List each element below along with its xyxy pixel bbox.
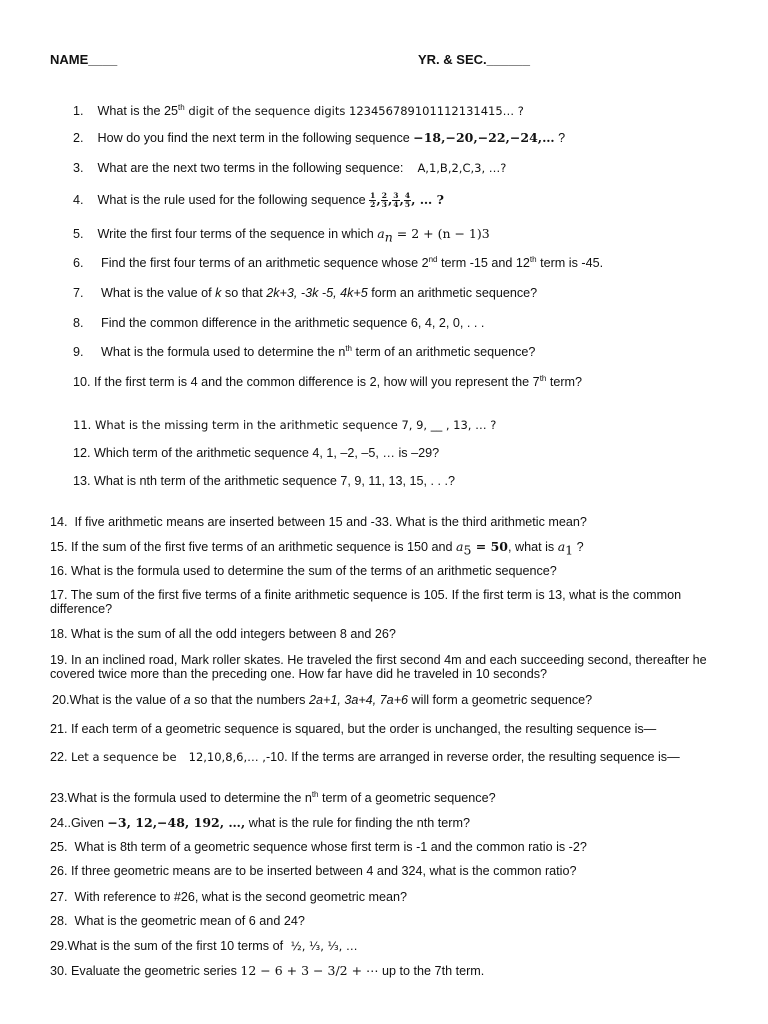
question-number: 23. xyxy=(50,791,68,805)
question-text: up to the 7th term. xyxy=(378,964,485,978)
subscript: n xyxy=(384,229,393,245)
question-5 xyxy=(73,226,490,245)
question-15: 15. If the sum of the first five terms of an arithmetic sequence is 150 and $a_5 = 50$, what is $a_1$ ? xyxy=(50,539,584,558)
fraction: $\frac{4}{5}$ xyxy=(404,191,411,209)
expression: 2a+1, 3a+4, 7a+6 xyxy=(308,693,409,707)
question-text: term -15 and 12 xyxy=(437,256,530,270)
question-text: If five arithmetic means are inserted between 15 and -33. What is the third arithmetic mean? xyxy=(74,515,587,529)
question-text: If the first term is 4 and the common difference is 2, how will you represent the 7 xyxy=(94,375,540,389)
question-text: form an arithmetic sequence? xyxy=(367,286,538,300)
question-number: 11. xyxy=(73,418,92,432)
question-text: What is the value of xyxy=(69,693,184,707)
question-text: Find the common difference in the arithmetic sequence 6, 4, 2, 0, . . . xyxy=(101,316,485,330)
question-11 xyxy=(73,418,496,432)
superscript: nd xyxy=(428,254,438,264)
question-text: The sum of the first five terms of a finite arithmetic sequence is 105. If the first term is 13, what is the common difference? xyxy=(50,588,682,616)
year-section-field-label: YR. & SEC.______ xyxy=(418,52,531,67)
fraction: $\frac{1}{2}$ xyxy=(370,191,376,209)
question-number: 4. xyxy=(73,192,84,207)
variable-k: k xyxy=(215,286,222,300)
question-number: 25. xyxy=(50,840,68,854)
question-text: , … ? xyxy=(411,191,444,207)
question-number: 3. xyxy=(73,161,84,175)
question-text: -10. If the terms are arranged in reverse order, the resulting sequence is— xyxy=(265,750,680,764)
question-27 xyxy=(50,890,407,904)
question-text: ? xyxy=(573,540,584,554)
question-text: If the sum of the first five terms of an arithmetic sequence is 150 and xyxy=(71,540,457,554)
question-text: What is the missing term in the arithmetic sequence 7, 9, __ , 13, … ? xyxy=(94,418,497,432)
question-text: What is the 25 xyxy=(97,104,179,118)
question-text: so that the numbers xyxy=(190,693,309,707)
question-number: 5. xyxy=(73,227,84,241)
expression: 2k+3, -3k -5, 4k+5 xyxy=(266,286,368,300)
question-text: What are the next two terms in the following sequence: xyxy=(97,161,404,175)
question-number: 19. xyxy=(50,653,68,667)
question-text: What is the formula used to determine the sum of the terms of an arithmetic sequence? xyxy=(71,564,557,578)
math-variable: a xyxy=(377,226,385,241)
question-30 xyxy=(50,964,484,978)
question-number: 17. xyxy=(50,588,68,602)
name-field-label: NAME____ xyxy=(50,52,118,67)
question-text: If each term of a geometric sequence is squared, but the order is unchanged, the resulting sequence is— xyxy=(71,722,657,736)
question-text: What is the sum of all the odd integers between 8 and 26? xyxy=(71,627,396,641)
question-24 xyxy=(50,816,470,830)
question-21 xyxy=(50,722,656,736)
question-26 xyxy=(50,864,576,878)
question-text: Find the first four terms of an arithmetic sequence whose 2 xyxy=(101,256,429,270)
question-text: Given xyxy=(71,816,108,830)
question-text: What is the geometric mean of 6 and 24? xyxy=(74,914,305,928)
math-expression: = 50 xyxy=(471,539,508,554)
superscript: th xyxy=(345,343,352,353)
question-number: 14. xyxy=(50,515,68,529)
superscript: th xyxy=(529,254,537,264)
question-number: 29. xyxy=(50,939,68,953)
math-series: 12 − 6 + 3 − 3/2 + ⋯ xyxy=(240,963,379,978)
question-number: 1. xyxy=(73,104,84,118)
question-number: 12. xyxy=(73,446,91,460)
question-text: What is the value of xyxy=(101,286,216,300)
question-29 xyxy=(50,939,357,953)
question-number: 21. xyxy=(50,722,68,736)
question-6 xyxy=(73,256,603,270)
question-text: so that xyxy=(221,286,267,300)
question-text: With reference to #26, what is the second geometric mean? xyxy=(74,890,408,904)
sequence: 12,10,8,6,… , xyxy=(188,750,266,764)
question-text: What is 8th term of a geometric sequence whose first term is -1 and the common ratio is -2? xyxy=(74,840,587,854)
question-number: 7. xyxy=(73,286,84,300)
question-10 xyxy=(73,375,582,389)
superscript: th xyxy=(178,102,185,112)
question-number: 8. xyxy=(73,316,84,330)
question-text: what is the rule for finding the nth term? xyxy=(245,816,470,830)
question-text: How do you find the next term in the following sequence xyxy=(97,131,414,145)
question-19 xyxy=(50,653,715,681)
question-20 xyxy=(52,693,592,707)
question-text: digit of the sequence digits 123456789101112131415… ? xyxy=(184,104,524,118)
question-number: 13. xyxy=(73,474,91,488)
question-number: 15. xyxy=(50,540,68,554)
question-17 xyxy=(50,588,710,616)
question-number: 9. xyxy=(73,345,84,359)
sequence: ½, ⅓, ⅓, … xyxy=(290,939,358,953)
question-text: term of a geometric sequence? xyxy=(318,791,496,805)
question-text: Write the first four terms of the sequence in which xyxy=(97,227,378,241)
math-sequence: −18,−20,−22,−24,… xyxy=(413,130,555,145)
question-3 xyxy=(73,161,506,175)
question-number: 2. xyxy=(73,131,84,145)
question-9 xyxy=(73,345,535,359)
question-text: What is the formula used to determine the n xyxy=(67,791,312,805)
question-number: 26. xyxy=(50,864,68,878)
question-number: 28. xyxy=(50,914,68,928)
question-number: 24.. xyxy=(50,816,72,830)
question-8 xyxy=(73,316,484,330)
question-22 xyxy=(50,750,715,764)
sequence: A,1,B,2,C,3, …? xyxy=(417,161,507,175)
question-text: term? xyxy=(546,375,583,389)
question-18 xyxy=(50,627,396,641)
question-text: term of an arithmetic sequence? xyxy=(352,345,536,359)
question-25 xyxy=(50,840,587,854)
question-13 xyxy=(73,474,455,488)
question-text: will form a geometric sequence? xyxy=(408,693,593,707)
question-text: What is the rule used for the following sequence xyxy=(97,192,370,207)
math-expression: = 2 + (n − 1)3 xyxy=(392,226,490,241)
question-16 xyxy=(50,564,557,578)
question-number: 30. xyxy=(50,964,68,978)
question-number: 20. xyxy=(52,693,70,707)
question-text: term is -45. xyxy=(536,256,604,270)
math-sequence: −3, 12,−48, 192, …, xyxy=(107,815,246,830)
question-number: 22. xyxy=(50,750,68,764)
question-7 xyxy=(73,286,537,300)
question-1 xyxy=(73,104,524,118)
question-text: Evaluate the geometric series xyxy=(71,964,241,978)
question-text: What is nth term of the arithmetic sequence 7, 9, 11, 13, 15, . . .? xyxy=(94,474,455,488)
superscript: th xyxy=(311,789,319,799)
variable-a: a xyxy=(183,693,191,707)
question-2 xyxy=(73,131,565,145)
question-4: 4. What is the rule used for the following sequence $\frac{1}{2}$ , $\frac{2}{3}$ , $\frac{3}{4}$ , $\frac{4}{5}$ , … ? xyxy=(73,191,444,209)
question-text: If three geometric means are to be inserted between 4 and 324, what is the common ratio? xyxy=(71,864,577,878)
question-28 xyxy=(50,914,305,928)
question-text: What is the formula used to determine the n xyxy=(101,345,346,359)
question-text: What is the sum of the first 10 terms of xyxy=(67,939,287,953)
superscript: th xyxy=(539,373,547,383)
question-23 xyxy=(50,791,496,805)
question-text: In an inclined road, Mark roller skates. He traveled the first second 4m and each succeeding second, thereafter he covered twice more than the preceding one. How far have did he traveled in 10 seconds? xyxy=(50,653,707,681)
question-number: 6. xyxy=(73,256,84,270)
fraction: $\frac{2}{3}$ xyxy=(381,191,387,209)
question-12 xyxy=(73,446,439,460)
fraction: $\frac{3}{4}$ xyxy=(393,191,399,209)
question-number: 18. xyxy=(50,627,68,641)
question-text: , what is xyxy=(508,540,558,554)
question-text: ? xyxy=(554,131,566,145)
question-number: 10. xyxy=(73,375,91,389)
question-number: 16. xyxy=(50,564,68,578)
question-text: Which term of the arithmetic sequence 4, 1, –2, –5, … is –29? xyxy=(94,446,440,460)
question-14 xyxy=(50,515,587,529)
question-number: 27. xyxy=(50,890,68,904)
question-text: Let a sequence be xyxy=(71,750,177,764)
